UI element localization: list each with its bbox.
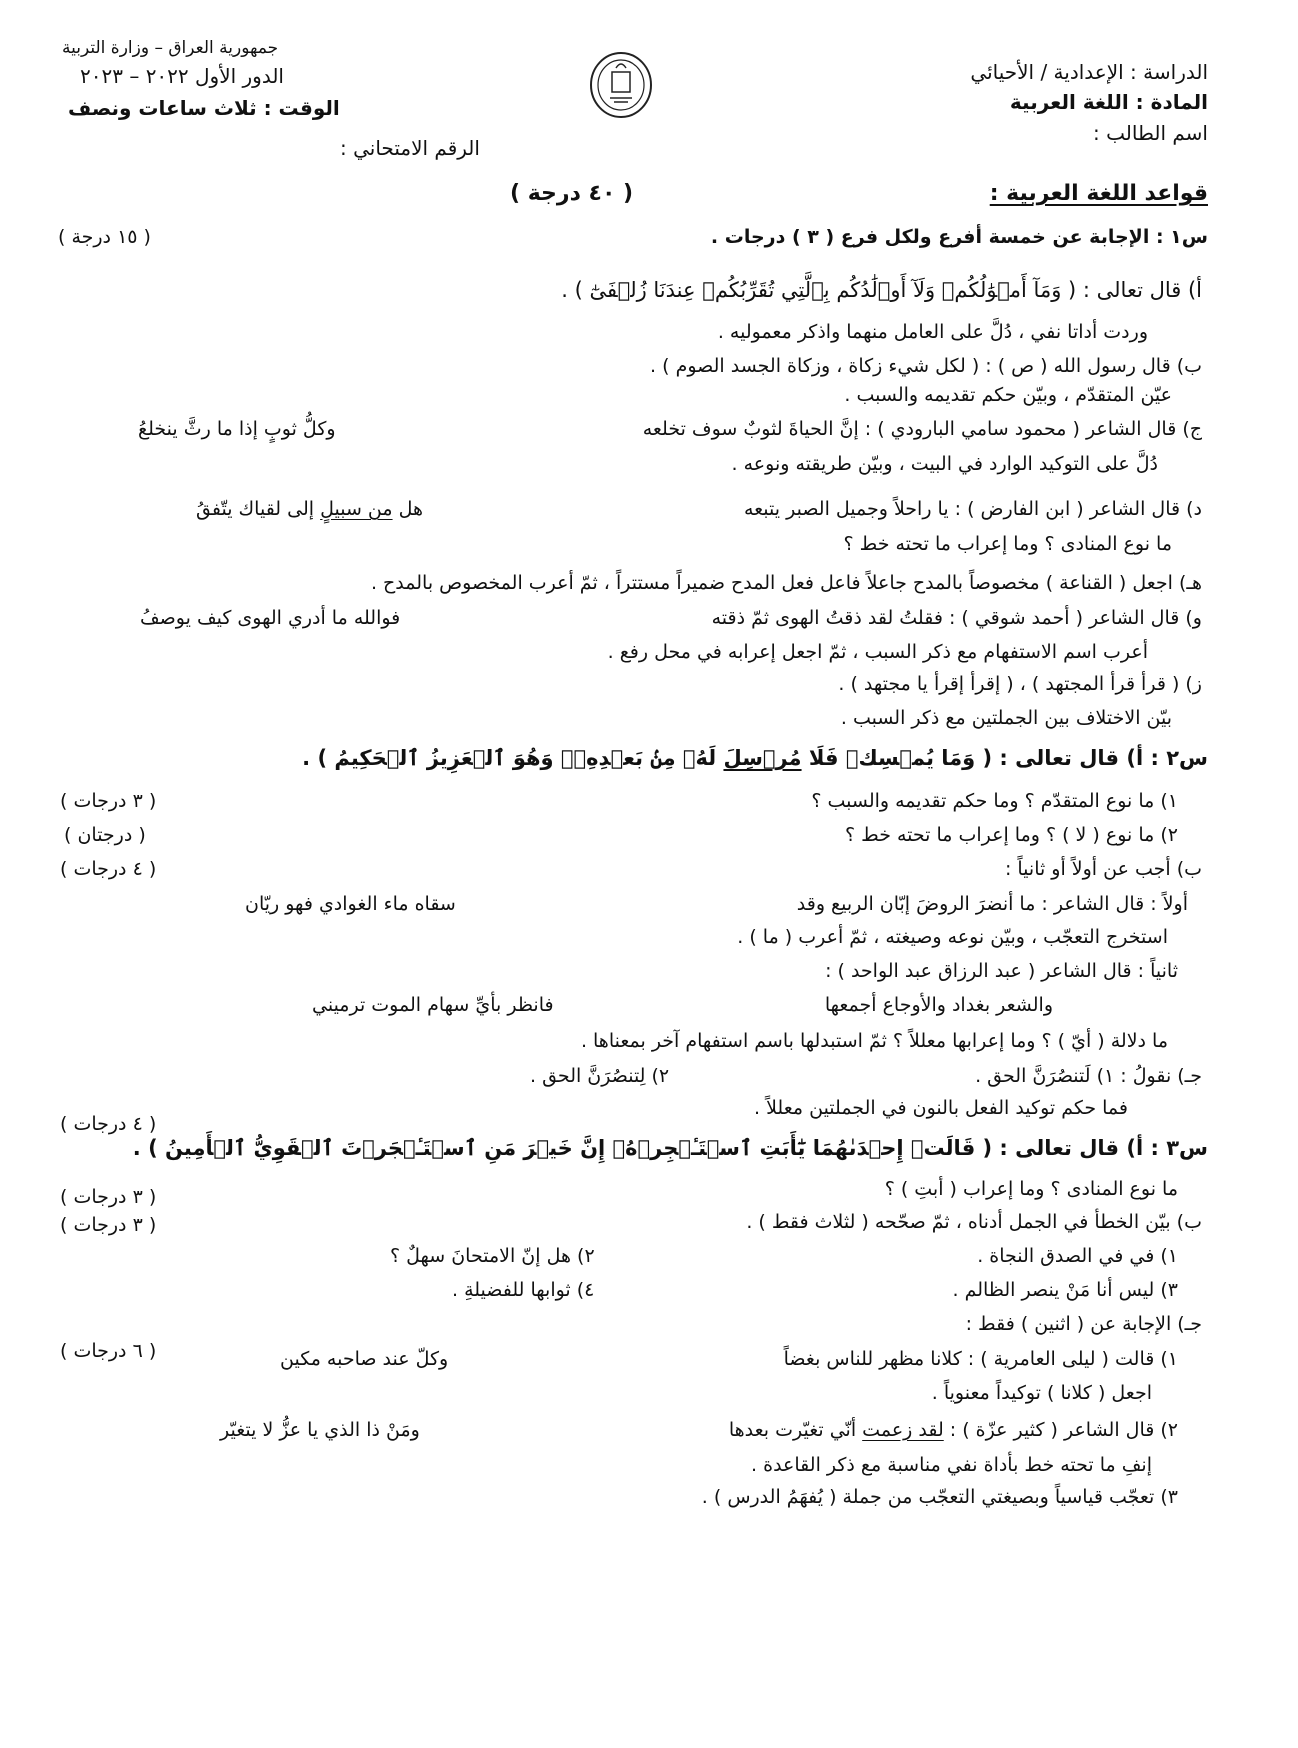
- q3-c2-verse2: ومَنْ ذا الذي يا عزُّ لا يتغيّر: [220, 1419, 420, 1441]
- q3-a-task: ما نوع المنادى ؟ وما إعراب ( أبتِ ) ؟: [884, 1178, 1178, 1200]
- q2-b: ب) أجب عن أولاً أو ثانياً :: [1004, 858, 1202, 880]
- q1-f-task1: أعرب اسم الاستفهام مع ذكر السبب ، ثمّ اجعل إعرابه في محل رفع .: [607, 641, 1148, 663]
- q2-a-verse: س٢ : أ) قال تعالى : ( وَمَا يُمۡسِكۡ فَلَا مُرۡسِلَ لَهُۥ مِنۢ بَعۡدِهِۦۚ وَهُوَ ٱلۡعَزِيزُ ٱلۡحَكِيمُ ) .: [302, 746, 1208, 770]
- q1-b-task: عيّن المتقدّم ، وبيّن حكم تقديمه والسبب .: [844, 384, 1172, 406]
- q2-second-task: ما دلالة ( أيّ ) ؟ وما إعرابها معللاً ؟ ثمّ استبدلها باسم استفهام آخر بمعناها .: [580, 1030, 1168, 1052]
- q2-c1: جـ) نقولُ : ١) لَتنصُرَنَّ الحق .: [975, 1065, 1202, 1087]
- q2-mark-2: ( درجتان ): [64, 824, 146, 846]
- q1-a-verse: أ) قال تعالى : ( وَمَآ أَمۡوَٰلُكُمۡ وَلَآ أَوۡلَٰدُكُم بِٱلَّتِي تُقَرِّبُكُمۡ عِندَنَا زُلۡفَىٰٓ ) .: [561, 278, 1202, 302]
- q3-c1: ١) قالت ( ليلى العامرية ) : كلانا مظهر للناس بغضاً: [783, 1348, 1178, 1370]
- q3-a-verse: س٣ : أ) قال تعالى : ( قَالَتۡ إِحۡدَىٰهُمَا يَٰٓأَبَتِ ٱسۡتَـٔۡجِرۡهُۖ إِنَّ خَيۡرَ مَنِ ٱسۡتَـٔۡجَرۡتَ ٱلۡقَوِيُّ ٱلۡأَمِينُ ) .: [132, 1136, 1208, 1160]
- q1-f-intro: و) قال الشاعر ( أحمد شوقي ) : فقلتُ لقد ذقتُ الهوى ثمّ ذقته: [711, 607, 1202, 629]
- q2-mark-3: ( ٤ درجات ): [60, 858, 157, 880]
- q3-b2: ٢) هل إنّ الامتحانَ سهلٌ ؟: [390, 1245, 595, 1267]
- q3-c2: ٢) قال الشاعر ( كثير عزّة ) : لقد زعمت أنّي تغيّرت بعدها: [728, 1419, 1178, 1441]
- q3-b3: ٣) ليس أنا مَنْ ينصر الظالم .: [952, 1279, 1178, 1301]
- q1-stem: س١ : الإجابة عن خمسة أفرع ولكل فرع ( ٣ ) درجات .: [710, 226, 1208, 248]
- exam-round: الدور الأول ٢٠٢٢ – ٢٠٢٣: [80, 64, 284, 88]
- ministry-label: جمهورية العراق – وزارة التربية: [62, 38, 279, 58]
- q1-d-intro: د) قال الشاعر ( ابن الفارض ) : يا راحلاً وجميل الصبر يتبعه: [743, 498, 1202, 520]
- q2-first-task: استخرج التعجّب ، وبيّن نوعه وصيغته ، ثمّ أعرب ( ما ) .: [737, 926, 1168, 948]
- q3-c1-verse2: وكلّ عند صاحبه مكين: [280, 1348, 449, 1370]
- q2-mark-1: ( ٣ درجات ): [60, 790, 157, 812]
- q3-c3: ٣) تعجّب قياسياً وبصيغتي التعجّب من جملة ( يُفهَمُ الدرس ) .: [701, 1486, 1178, 1508]
- q1-b-text: ب) قال رسول الله ( ص ) : ( لكل شيء زكاة ، وزكاة الجسد الصوم ) .: [650, 355, 1202, 377]
- q1-mark: ( ١٥ درجة ): [58, 226, 151, 248]
- q2-second-verse1: والشعر بغداد والأوجاع أجمعها: [824, 994, 1053, 1016]
- q2-second: ثانياً : قال الشاعر ( عبد الرزاق عبد الواحد ) :: [825, 960, 1178, 982]
- q1-f-verse2: فوالله ما أدري الهوى كيف يوصفُ: [140, 607, 401, 629]
- q2-a2: ٢) ما نوع ( لا ) ؟ وما إعراب ما تحته خط ؟: [845, 824, 1178, 846]
- q2-first: أولاً : قال الشاعر : ما أنضرَ الروضَ إبّان الربيع وقد: [796, 893, 1188, 915]
- exam-number-field: الرقم الامتحاني :: [340, 136, 480, 160]
- q1-a-task: وردت أداتا نفي ، دُلَّ على العامل منهما واذكر معموليه .: [717, 321, 1148, 343]
- q2-first-verse2: سقاه ماء الغوادي فهو ريّان: [245, 893, 456, 915]
- q3-b: ب) بيّن الخطأ في الجمل أدناه ، ثمّ صحّحه ( لثلاث فقط ) .: [746, 1211, 1202, 1233]
- q2-second-verse2: فانظر بأيِّ سهام الموت ترميني: [312, 994, 554, 1016]
- q2-a1: ١) ما نوع المتقدّم ؟ وما حكم تقديمه والسبب ؟: [811, 790, 1178, 812]
- q1-g-task: بيّن الاختلاف بين الجملتين مع ذكر السبب .: [840, 707, 1172, 729]
- q3-c2-task: إنفِ ما تحته خط بأداة نفي مناسبة مع ذكر القاعدة .: [751, 1454, 1152, 1476]
- q3-b1: ١) في في الصدق النجاة .: [977, 1245, 1178, 1267]
- subject-field: المادة : اللغة العربية: [1009, 90, 1208, 114]
- study-field: الدراسة : الإعدادية / الأحيائي: [970, 60, 1208, 84]
- q1-g-text: ز) ( قرأ قرأ المجتهد ) ، ( إقرأ إقرأ يا مجتهد ) .: [838, 673, 1202, 695]
- q1-d-task: ما نوع المنادى ؟ وما إعراب ما تحته خط ؟: [843, 533, 1172, 555]
- q2-c2: ٢) لِتنصُرَنَّ الحق .: [530, 1065, 670, 1087]
- q3-mark-2: ( ٣ درجات ): [60, 1214, 157, 1236]
- q2-mark-4: ( ٤ درجات ): [60, 1113, 157, 1135]
- q3-b4: ٤) ثوابها للفضيلةِ .: [452, 1279, 595, 1301]
- q1-c-intro: ج) قال الشاعر ( محمود سامي البارودي ) : إنَّ الحياةَ لثوبٌ سوف تخلعه: [642, 418, 1202, 440]
- q1-d-verse2: هل من سبيلٍ إلى لقياك يتّفقُ: [196, 498, 424, 520]
- exam-time: الوقت : ثلاث ساعات ونصف: [68, 96, 340, 120]
- q3-c1-task: اجعل ( كلانا ) توكيداً معنوياً .: [931, 1382, 1152, 1404]
- q3-c: جـ) الإجابة عن ( اثنين ) فقط :: [965, 1313, 1202, 1335]
- q3-mark-1: ( ٣ درجات ): [60, 1186, 157, 1208]
- q1-e-text: هـ) اجعل ( القناعة ) مخصوصاً بالمدح جاعلاً فاعل فعل المدح ضميراً مستتراً ، ثمّ أعرب المخصوص بالمدح .: [370, 572, 1202, 594]
- student-name-field: اسم الطالب :: [1093, 121, 1208, 145]
- ministry-seal-icon: [588, 50, 654, 120]
- q3-mark-3: ( ٦ درجات ): [60, 1340, 157, 1362]
- section-total-mark: ( ٤٠ درجة ): [510, 181, 634, 206]
- q1-c-task: دُلَّ على التوكيد الوارد في البيت ، وبيّن طريقته ونوعه .: [731, 453, 1158, 475]
- section-title: قواعد اللغة العربية :: [989, 181, 1208, 206]
- q1-c-verse2: وكلُّ ثوبٍ إذا ما رثَّ ينخلعُ: [138, 418, 336, 440]
- q2-c-task: فما حكم توكيد الفعل بالنون في الجملتين معللاً .: [754, 1097, 1128, 1119]
